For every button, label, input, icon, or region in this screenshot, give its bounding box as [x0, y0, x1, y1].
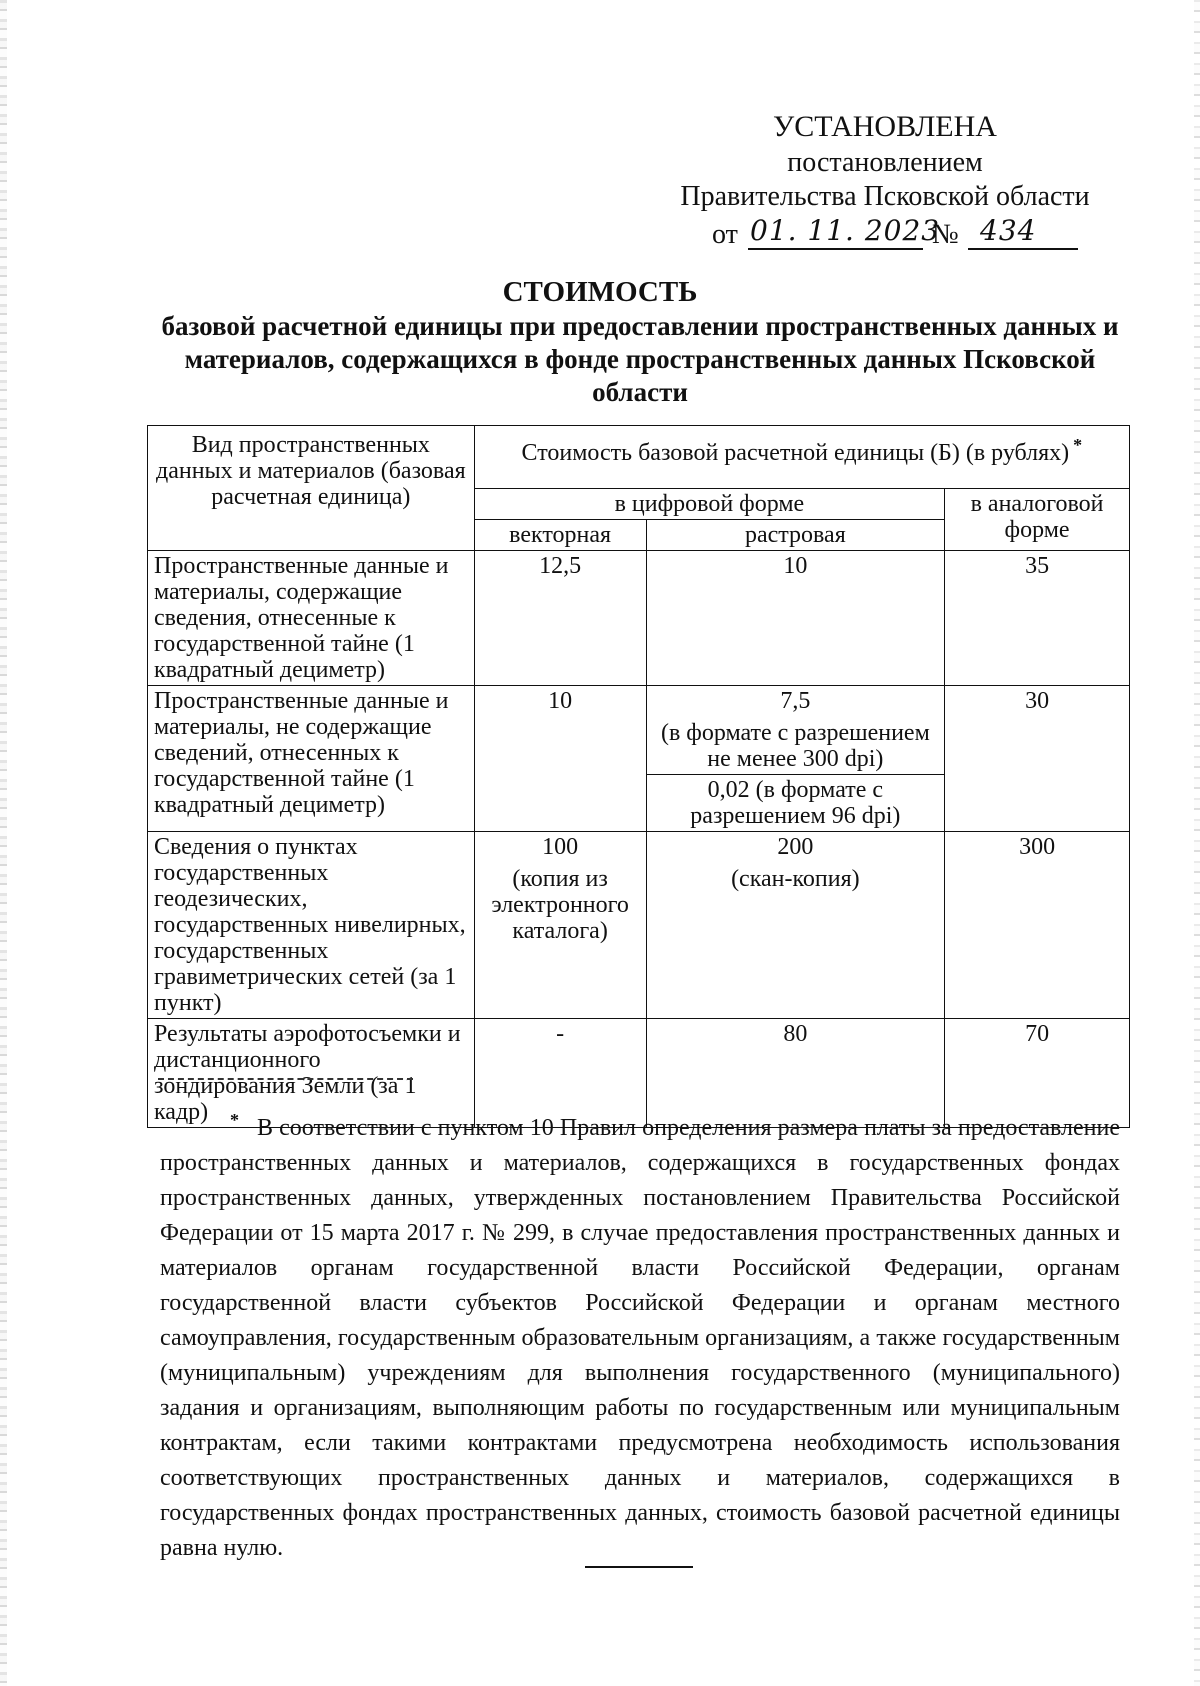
- header-analog: в аналоговой форме: [945, 489, 1130, 551]
- table-row: [148, 832, 1130, 1019]
- raster-note: (скан-копия): [731, 866, 860, 892]
- scan-edge-right: [1194, 0, 1200, 1686]
- approval-title: УСТАНОВЛЕНА: [773, 110, 997, 143]
- header-row-1: [148, 426, 1130, 489]
- row-name: Сведения о пунктах государственных геодезических, государственных нивелирных, государственных гравиметрических сетей (за 1 пункт): [148, 832, 475, 1019]
- approval-line-1: постановлением: [787, 147, 983, 178]
- approval-block: [650, 110, 1120, 254]
- vector-note: (копия из электронного каталога): [491, 866, 629, 944]
- row-analog-value: 35: [945, 551, 1130, 686]
- row-raster-value: 10: [646, 551, 945, 686]
- end-line: [585, 1566, 693, 1568]
- row-vector-value: 12,5: [474, 551, 646, 686]
- row-name: Пространственные данные и материалы, не содержащие сведений, отнесенных к государственной тайне (1 квадратный дециметр): [148, 686, 475, 832]
- vector-value: 100: [542, 834, 579, 860]
- footnote: [160, 1103, 1120, 1566]
- handwritten-number: 434: [980, 214, 1037, 247]
- row-analog-value: 70: [945, 1019, 1130, 1128]
- raster-value: 200: [777, 834, 814, 860]
- table-row: [148, 551, 1130, 686]
- from-label: от: [712, 219, 738, 250]
- asterisk-mark: *: [1073, 435, 1083, 455]
- document-subtitle: базовой расчетной единицы при предоставлении пространственных данных и материалов, содержащихся в фонде пространственных данных Псковской области: [161, 311, 1119, 407]
- row-vector-value: 10: [474, 686, 646, 832]
- cost-table: [147, 425, 1130, 1128]
- row-analog-value: 30: [945, 686, 1130, 832]
- row-analog-value: 300: [945, 832, 1130, 1019]
- row-raster-cell: [646, 832, 945, 1019]
- number-label: №: [932, 219, 959, 250]
- table-row: [148, 686, 1130, 775]
- scan-edge-left: [0, 0, 7, 1686]
- header-data-type: Вид пространственных данных и материалов (базовая расчетная единица): [148, 426, 475, 551]
- header-raster: растровая: [646, 520, 945, 551]
- header-cost: Стоимость базовой расчетной единицы (Б) (в рублях) *: [474, 426, 1129, 489]
- approval-line-2: Правительства Псковской области: [680, 181, 1090, 212]
- footnote-star: *: [230, 1110, 239, 1130]
- approval-date-number-line: [650, 214, 1120, 254]
- raster-300dpi-note: (в формате с разрешением не менее 300 dpi): [660, 720, 930, 772]
- footnote-text: В соответствии с пунктом 10 Правил определения размера платы за предоставление пространственных данных и материалов, содержащихся в государственных фондах пространственных данных, утвержденных постановлением Правительства Российской Федерации от 15 марта 2017 г. № 299, в случае предоставления пространственных данных и материалов органам государственной власти Российской Федерации, органам государственной власти субъектов Российской Федерации и органам местного самоуправления, государственным образовательным организациям, а также государственным (муниципальным) учреждениям для выполнения государственного (муниципального) задания и организациям, выполняющим работы по государственным или муниципальным контрактам, если такими контрактами предусмотрена необходимость использования соответствующих пространственных данных и материалов, содержащихся в государственных фондах пространственных данных, стоимость базовой расчетной единицы равна нулю.: [160, 1115, 1120, 1561]
- document-title: СТОИМОСТЬ: [502, 276, 698, 308]
- footnote-separator: [158, 1078, 413, 1080]
- header-digital: в цифровой форме: [474, 489, 945, 520]
- row-vector-value: -: [474, 1019, 646, 1128]
- date-underline: [748, 248, 923, 250]
- handwritten-date: 01. 11. 2023: [750, 214, 941, 247]
- row-name: Результаты аэрофотосъемки и дистанционного зондирования Земли (за 1 кадр): [148, 1019, 475, 1128]
- header-vector: векторная: [474, 520, 646, 551]
- row-raster-value: 80: [646, 1019, 945, 1128]
- row-raster-300dpi: [646, 686, 945, 775]
- raster-300dpi-value: 7,5: [780, 688, 811, 714]
- row-raster-96dpi: 0,02 (в формате с разрешением 96 dpi): [646, 775, 945, 832]
- row-vector-cell: [474, 832, 646, 1019]
- number-underline: [968, 248, 1078, 250]
- row-name: Пространственные данные и материалы, содержащие сведения, отнесенные к государственной тайне (1 квадратный дециметр): [148, 551, 475, 686]
